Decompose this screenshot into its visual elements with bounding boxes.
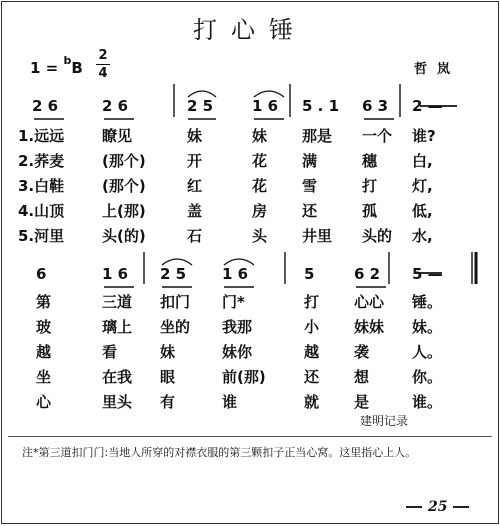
lyric-syllable: 妹: [187, 127, 203, 145]
lyric-syllable: 房: [252, 202, 268, 220]
lyric-syllable: 越: [36, 343, 52, 361]
lyric-syllable: 坐的: [160, 318, 191, 336]
lyric-syllable: 2.荞麦: [18, 152, 65, 170]
lyric-syllable: 前(那): [222, 368, 266, 386]
lyric-syllable: 还: [304, 368, 320, 386]
lyric-syllable: 还: [302, 202, 318, 220]
score-page: [1, 1, 499, 524]
lyric-syllable: 妹你: [222, 343, 253, 361]
lyric-syllable: 灯,: [412, 177, 433, 195]
lyric-syllable: 打: [362, 177, 378, 195]
author-name: 哲岚: [414, 62, 461, 77]
lyric-syllable: 雪: [302, 177, 318, 195]
note-group: 1 6: [252, 97, 279, 115]
lyric-syllable: 瞭见: [102, 127, 133, 145]
lyric-syllable: 谁?: [412, 127, 436, 145]
note-group: 5 —: [412, 265, 443, 283]
lyric-syllable: 小: [304, 318, 320, 336]
lyric-syllable: 你。: [412, 368, 443, 386]
meter-top: 2: [98, 48, 108, 63]
lyric-syllable: 袭: [354, 343, 370, 361]
lyric-syllable: 花: [252, 177, 268, 195]
lyric-syllable: 想: [354, 368, 370, 386]
note-group: 1 6: [102, 265, 129, 283]
lyric-syllable: 人。: [412, 343, 443, 361]
lyric-syllable: 井里: [302, 227, 333, 245]
note-group: 2 5: [160, 265, 187, 283]
lyric-syllable: 门*: [222, 293, 245, 311]
lyric-syllable: 第: [36, 293, 52, 311]
note-group: 1 6: [222, 265, 249, 283]
lyric-syllable: 妹妹: [354, 318, 385, 336]
lyric-syllable: 3.白鞋: [18, 177, 65, 195]
lyric-syllable: 打: [304, 293, 320, 311]
lyric-syllable: 扣门: [160, 293, 191, 311]
note-group: 6: [36, 265, 47, 283]
lyric-syllable: 低,: [412, 202, 433, 220]
meter-bottom: 4: [98, 66, 108, 81]
lyric-syllable: 里头: [102, 393, 133, 411]
transcriber-credit: 建明记录: [360, 414, 409, 428]
page-number: 25: [400, 499, 475, 515]
lyric-syllable: 在我: [102, 368, 133, 386]
note-group: 6 2: [354, 265, 381, 283]
lyric-syllable: 就: [304, 393, 320, 411]
lyric-syllable: 盖: [187, 202, 203, 220]
lyric-syllable: 上(那): [102, 202, 146, 220]
note-group: 2 6: [102, 97, 129, 115]
lyric-syllable: 妹: [252, 127, 268, 145]
note-group: 5 . 1: [302, 97, 340, 115]
lyric-syllable: 谁: [222, 393, 238, 411]
lyric-syllable: 妹: [160, 343, 176, 361]
lyric-syllable: 花: [252, 152, 268, 170]
lyric-syllable: 玻: [36, 318, 52, 336]
lyric-syllable: 妹。: [412, 318, 443, 336]
lyric-syllable: 有: [160, 393, 176, 411]
song-title: 打心锤: [193, 16, 307, 44]
note-group: 2 5: [187, 97, 214, 115]
lyric-syllable: 一个: [362, 127, 393, 145]
lyric-syllable: 4.山顶: [18, 202, 65, 220]
lyric-syllable: 我那: [222, 318, 253, 336]
note-group: 5: [304, 265, 315, 283]
lyric-syllable: 坐: [36, 368, 52, 386]
lyric-syllable: 头的: [362, 227, 393, 245]
note-group: 2 —: [412, 97, 443, 115]
lyric-syllable: (那个): [102, 177, 146, 195]
footnote: 注*第三道扣门门:当地人所穿的对襟衣服的第三颗扣子正当心窝。这里指心上人。: [22, 446, 417, 459]
lyric-syllable: (那个): [102, 152, 146, 170]
lyric-syllable: 那是: [302, 127, 333, 145]
lyric-syllable: 心: [36, 393, 52, 411]
lyric-syllable: 水,: [412, 227, 433, 245]
lyric-syllable: 穗: [362, 152, 378, 170]
note-group: 6 3: [362, 97, 389, 115]
lyric-syllable: 璃上: [102, 318, 133, 336]
lyric-syllable: 眼: [160, 368, 176, 386]
lyric-syllable: 5.河里: [18, 227, 65, 245]
lyric-syllable: 满: [302, 152, 318, 170]
lyric-syllable: 1.远远: [18, 127, 65, 145]
key-note: B: [71, 59, 83, 77]
lyric-syllable: 锤。: [412, 293, 443, 311]
lyric-syllable: 开: [187, 152, 203, 170]
footnote-divider: [8, 436, 492, 437]
key-prefix: 1 =: [30, 59, 64, 77]
lyric-syllable: 心心: [354, 293, 385, 311]
lyric-syllable: 谁。: [412, 393, 443, 411]
flat-sign: b: [63, 54, 72, 67]
lyric-syllable: 石: [187, 227, 203, 245]
lyric-syllable: 是: [354, 393, 370, 411]
lyric-syllable: 越: [304, 343, 320, 361]
lyric-syllable: 头(的): [102, 227, 146, 245]
lyric-syllable: 头: [252, 227, 268, 245]
note-group: 2 6: [32, 97, 59, 115]
lyric-syllable: 白,: [412, 152, 433, 170]
lyric-syllable: 红: [187, 177, 203, 195]
lyric-syllable: 看: [102, 343, 118, 361]
lyric-syllable: 孤: [362, 202, 378, 220]
lyric-syllable: 三道: [102, 293, 133, 311]
